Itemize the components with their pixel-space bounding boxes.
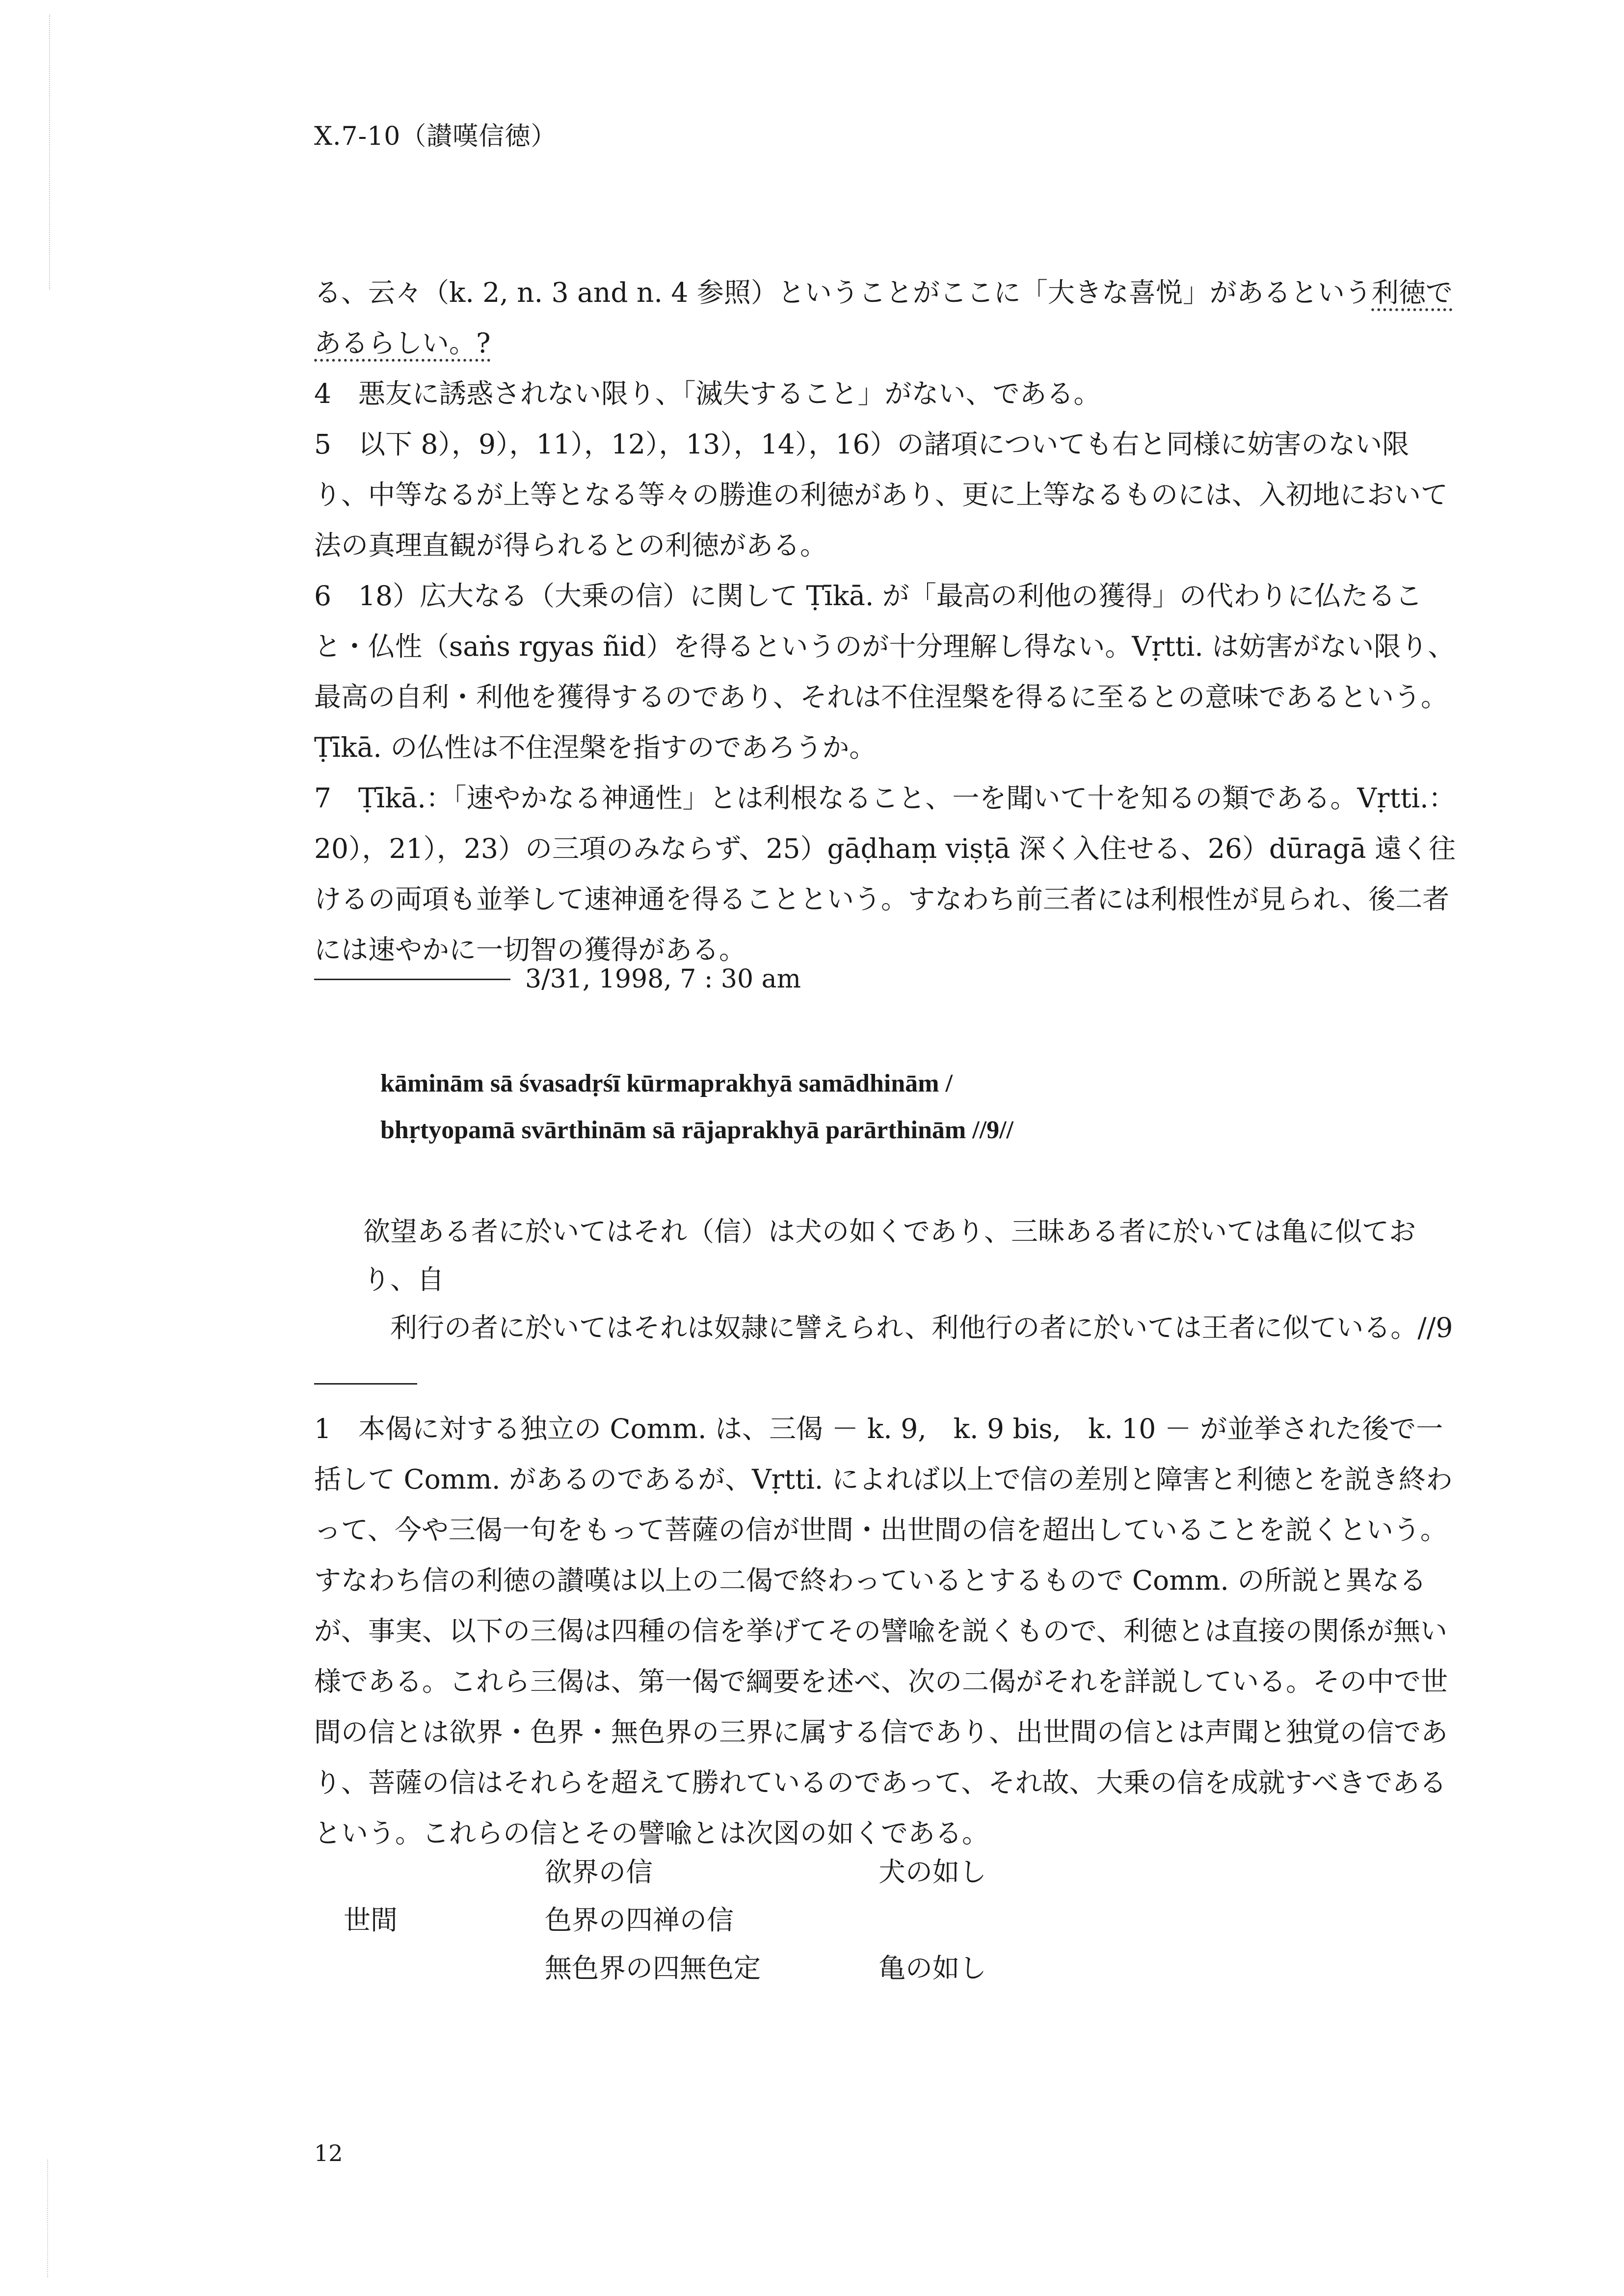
marked-text: 利徳であるらしい。? <box>314 277 1453 359</box>
table-cell-group: 世間 <box>344 1904 398 1936</box>
note-5: 5 以下 8），9），11），12），13），14），16）の諸項についても右と同様に妨害のない限り、中等なるが上等となる等々の勝進の利徳があり、更に上等なるものには、入初地において法の真理直観が得られるとの利徳がある。 <box>314 428 1448 561</box>
note-7: 7 Ṭīkā.：「速やかなる神通性」とは利根なること、一を聞いて十を知るの類である。Vṛtti.：20），21），23）の三項のみならず、25）gāḍhaṃ viṣṭā 深く入住せる、26）dūragā 遠く往けるの両項も並挙して速神通を得ることという。すなわち前三者には利根性が見られ、後二者には速やかに一切智の獲得がある。 <box>314 782 1456 965</box>
table-cell-faith: 無色界の四無色定 <box>545 1952 761 1984</box>
verse-line-2: bhṛtyopamā svārthinām sā rājaprakhyā parārthinām //9// <box>380 1116 1013 1144</box>
translation-line-1: 欲望ある者に於いてはそれ（信）は犬の如くであり、三昧ある者に於いては亀に似ており、自 <box>363 1216 1416 1295</box>
running-header: X.7-10（讃嘆信徳） <box>314 122 557 151</box>
page-number: 12 <box>314 2140 343 2166</box>
note-6: 6 18）広大なる（大乗の信）に関して Ṭīkā. が「最高の利他の獲得」の代わりに仏たること・仏性（saṅs rgyas ñid）を得るというのが十分理解し得ない。Vṛtti. は妨害がない限り、最高の自利・利他を獲得するのであり、それは不住涅槃を得るに至るとの意味であるという。Ṭīkā. の仏性は不住涅槃を指すのであろうか。 <box>314 580 1455 763</box>
signoff-rule <box>314 979 510 980</box>
table-cell-faith: 欲界の信 <box>545 1856 653 1888</box>
scan-artifact <box>49 15 53 290</box>
footnote-1 <box>314 1404 1463 1859</box>
date-signoff <box>314 964 801 994</box>
note-continuation: る、云々（k. 2, n. 3 and n. 4 参照）ということがここに「大きな喜悦」があるという利徳であるらしい。? <box>314 277 1453 359</box>
notes-continued <box>314 267 1463 975</box>
translation-line-2: 利行の者に於いてはそれは奴隷に譬えられ、利他行の者に於いては王者に似ている。//9 <box>390 1312 1453 1343</box>
note-4: 4 悪友に誘惑されない限り、「滅失すること」がない、である。 <box>314 378 1101 409</box>
table-cell-faith: 色界の四禅の信 <box>545 1904 734 1936</box>
table-cell-simile: 犬の如し <box>879 1856 987 1888</box>
table-cell-simile: 亀の如し <box>879 1952 987 1984</box>
scan-artifact <box>47 2160 51 2277</box>
sanskrit-verse <box>380 1060 1013 1153</box>
verse-line-1: kāminām sā śvasadṛśī kūrmaprakhyā samādhinām / <box>380 1069 953 1097</box>
footnote-separator <box>314 1383 417 1385</box>
signoff-date: 3/31, 1998, 7 : 30 am <box>525 964 801 994</box>
verse-translation <box>363 1207 1467 1352</box>
footnote-text: 1 本偈に対する独立の Comm. は、三偈 － k. 9, k. 9 bis, k. 10 － が並挙された後で一括して Comm. があるのであるが、Vṛtti. によれば以上で信の差別と障害と利徳とを説き終わって、今や三偈一句をもって菩薩の信が世間・出世間の信を超出していることを説くという。すなわち信の利徳の讃嘆は以上の二偈で終わっているとするもので Comm. の所説と異なるが、事実、以下の三偈は四種の信を挙げてその譬喩を説くもので、利徳とは直接の関係が無い様である。これら三偈は、第一偈で綱要を述べ、次の二偈がそれを詳説している。その中で世間の信とは欲界・色界・無色界の三界に属する信であり、出世間の信とは声聞と独覚の信であり、菩薩の信はそれらを超えて勝れているのであって、それ故、大乗の信を成就すべきであるという。これらの信とその譬喩とは次図の如くである。 <box>314 1413 1453 1849</box>
